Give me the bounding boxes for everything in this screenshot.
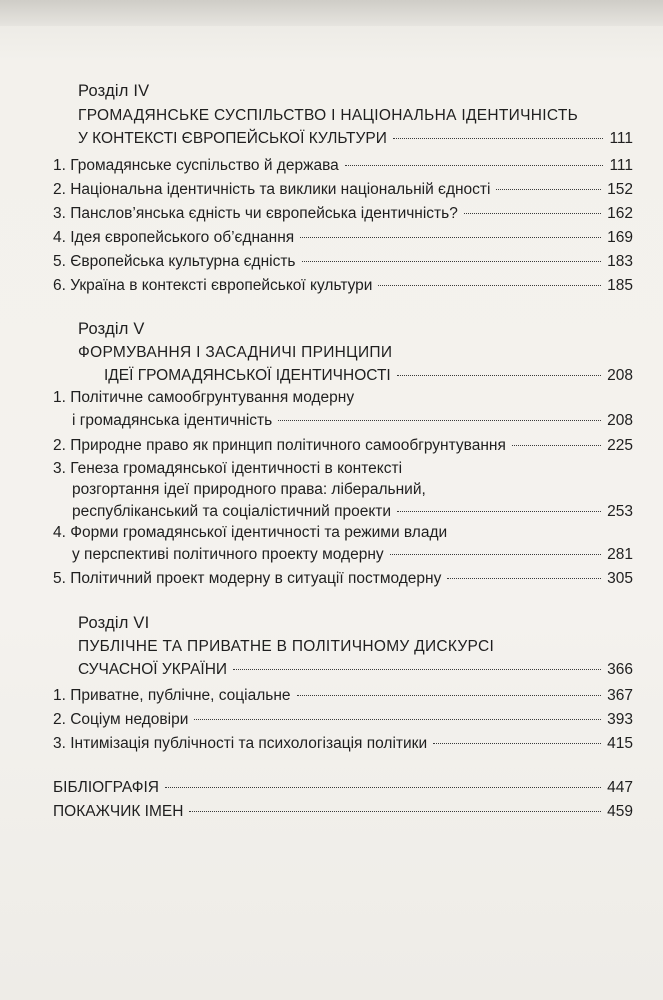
- toc-entry-text: республіканський та соціалістичний проекти: [72, 503, 392, 520]
- toc-entry-text: 4. Форми громадянської ідентичності та режими влади: [53, 524, 448, 541]
- toc-entry: [53, 711, 633, 733]
- bibliography-entry: [53, 779, 633, 801]
- leader-dots: [378, 285, 601, 286]
- toc-entry-text: і громадянська ідентичність: [72, 412, 273, 429]
- leader-dots: [233, 669, 601, 670]
- toc-entry: [53, 253, 633, 275]
- toc-entry-page: 367: [607, 687, 633, 704]
- toc-entry: [72, 546, 633, 568]
- toc-entry: [53, 229, 633, 251]
- leader-dots: [433, 743, 601, 744]
- leader-dots: [297, 695, 602, 696]
- index-entry: [53, 803, 633, 825]
- toc-entry-text: 3. Генеза громадянської ідентичності в контексті: [53, 460, 403, 477]
- leader-dots: [496, 189, 601, 190]
- toc-entry-page: 253: [607, 503, 633, 520]
- toc-entry-page: 415: [607, 735, 633, 752]
- toc-entry-text: 3. Інтимізація публічності та психологізація політики: [53, 735, 428, 752]
- toc-entry: [53, 157, 633, 179]
- toc-entry-page: 111: [609, 157, 633, 174]
- toc-entry-text: 4. Ідея європейського об’єднання: [53, 229, 295, 246]
- toc-entry-page: 169: [607, 229, 633, 246]
- leader-dots: [165, 787, 601, 788]
- toc-entry: [53, 735, 633, 757]
- leader-dots: [300, 237, 601, 238]
- section-6-title-row: [78, 661, 633, 683]
- section-5-title-row: [104, 367, 633, 389]
- leader-dots: [194, 719, 601, 720]
- leader-dots: [464, 213, 601, 214]
- section-5-title-line2: ІДЕЇ ГРОМАДЯНСЬКОЇ ІДЕНТИЧНОСТІ: [104, 367, 391, 384]
- section-6-title-line2: СУЧАСНОЇ УКРАЇНИ: [78, 661, 228, 678]
- toc-entry: [53, 570, 633, 592]
- toc-entry-text: 2. Національна ідентичність та виклики національній єдності: [53, 181, 491, 198]
- toc-entry: [53, 687, 633, 709]
- leader-dots: [390, 554, 601, 555]
- section-4-label: Розділ IV: [78, 82, 150, 100]
- toc-entry-text: 5. Європейська культурна єдність: [53, 253, 296, 270]
- toc-entry-text: БІБЛІОГРАФІЯ: [53, 779, 159, 796]
- toc-entry-page: 225: [607, 437, 633, 454]
- toc-entry-page: 393: [607, 711, 633, 728]
- section-4-title-row: [78, 130, 633, 152]
- toc-entry-page: 162: [607, 205, 633, 222]
- leader-dots: [397, 511, 601, 512]
- section-6-page: 366: [607, 661, 633, 678]
- toc-entry-page: 152: [607, 181, 633, 198]
- toc-entry-text: розгортання ідеї природного права: ліберальний,: [72, 481, 426, 498]
- leader-dots: [302, 261, 602, 262]
- leader-dots: [189, 811, 601, 812]
- toc-entry-page: 281: [607, 546, 633, 563]
- toc-entry: [72, 412, 633, 434]
- toc-entry-text: 1. Приватне, публічне, соціальне: [53, 687, 291, 704]
- section-4-title-line1: ГРОМАДЯНСЬКЕ СУСПІЛЬСТВО І НАЦІОНАЛЬНА ІДЕНТИЧНІСТЬ: [78, 107, 579, 124]
- toc-entry-page: 208: [607, 412, 633, 429]
- toc-entry-page: 183: [607, 253, 633, 270]
- toc-entry-text: 6. Україна в контексті європейської культури: [53, 277, 373, 294]
- section-5-label: Розділ V: [78, 320, 145, 338]
- section-6-title-line1: ПУБЛІЧНЕ ТА ПРИВАТНЕ В ПОЛІТИЧНОМУ ДИСКУРСІ: [78, 638, 495, 655]
- toc-entry: [53, 181, 633, 203]
- section-6-label: Розділ VI: [78, 614, 150, 632]
- toc-entry-text: ПОКАЖЧИК ІМЕН: [53, 803, 184, 820]
- leader-dots: [345, 165, 604, 166]
- toc-entry-text: 3. Панслов’янська єдність чи європейська ідентичність?: [53, 205, 458, 222]
- toc-entry-text: 2. Соціум недовіри: [53, 711, 189, 728]
- toc-entry: [53, 205, 633, 227]
- toc-entry-text: у перспективі політичного проекту модерну: [72, 546, 384, 563]
- toc-entry: [53, 437, 633, 459]
- toc-entry-page: 185: [607, 277, 633, 294]
- toc-entry-page: 459: [607, 803, 633, 820]
- toc-entry-text: 1. Політичне самообгрунтування модерну: [53, 389, 355, 406]
- section-4-title-line2: У КОНТЕКСТІ ЄВРОПЕЙСЬКОЇ КУЛЬТУРИ: [78, 130, 387, 147]
- toc-entry-text: 1. Громадянське суспільство й держава: [53, 157, 339, 174]
- leader-dots: [447, 578, 601, 579]
- toc-entry-text: 2. Природне право як принцип політичного самообгрунтування: [53, 437, 506, 454]
- page-top-edge: [0, 0, 663, 26]
- section-5-page: 208: [607, 367, 633, 384]
- toc-entry-page: 305: [607, 570, 633, 587]
- toc-entry: [72, 503, 633, 525]
- section-5-title-line1: ФОРМУВАННЯ І ЗАСАДНИЧІ ПРИНЦИПИ: [78, 344, 393, 361]
- toc-entry-page: 447: [607, 779, 633, 796]
- toc-entry: [53, 277, 633, 299]
- leader-dots: [278, 420, 601, 421]
- section-4-page: 111: [609, 130, 633, 147]
- toc-entry-text: 5. Політичний проект модерну в ситуації постмодерну: [53, 570, 442, 587]
- leader-dots: [393, 138, 604, 139]
- leader-dots: [512, 445, 601, 446]
- leader-dots: [397, 375, 601, 376]
